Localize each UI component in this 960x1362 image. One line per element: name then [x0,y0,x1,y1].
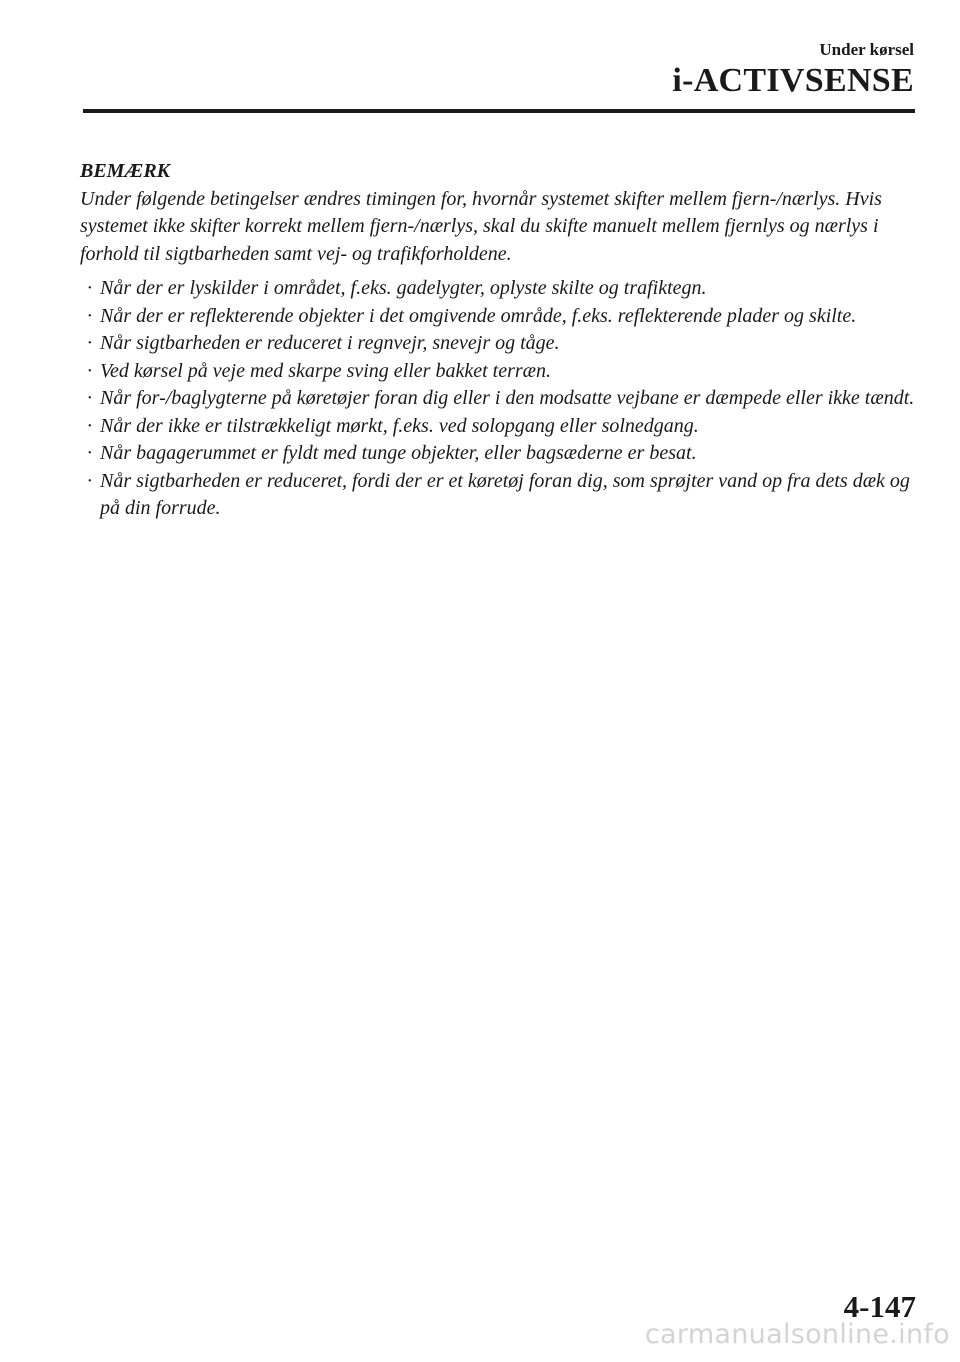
list-item [80,303,920,331]
list-item-text: Når sigtbarheden er reduceret i regnvejr, snevejr og tåge. [100,332,560,354]
list-item-text: Ved kørsel på veje med skarpe sving eller bakket terræn. [100,359,551,382]
bullet-icon: · [87,442,92,464]
bullet-icon: · [87,304,92,327]
bullet-icon: · [87,332,92,354]
page-number: 4-147 [843,1289,916,1324]
chapter-title: i-ACTIVSENSE [672,62,914,99]
note-block [80,158,920,523]
list-item [80,385,920,413]
list-item-text: Når sigtbarheden er reduceret, fordi der er et køretøj foran dig, som sprøjter vand op fra dets dæk og på din forrude. [100,469,910,519]
bullet-icon: · [87,414,92,437]
list-item [80,468,920,523]
list-item [80,275,920,303]
header-divider [83,109,915,113]
note-heading: BEMÆRK [80,160,171,182]
list-item-text: Når bagagerummet er fyldt med tunge objekter, eller bagsæderne er besat. [100,442,697,464]
list-item [80,413,920,441]
bullet-icon: · [87,277,92,299]
list-item-text: Når der er lyskilder i området, f.eks. gadelygter, oplyste skilte og trafiktegn. [100,277,707,299]
list-item-text: Når der er reflekterende objekter i det omgivende område, f.eks. reflekterende plader og skilte. [100,304,857,327]
bullet-icon: · [87,387,92,409]
list-item-text: Når for-/baglygterne på køretøjer foran dig eller i den modsatte vejbane er dæmpede eller ikke tændt. [100,387,915,409]
list-item [80,330,920,358]
list-item [80,358,920,386]
page-header [672,40,914,100]
bullet-icon: · [87,469,92,492]
list-item [80,440,920,468]
watermark-text: carmanualsonline.info [644,1319,950,1350]
bullet-icon: · [87,359,92,382]
list-item-text: Når der ikke er tilstrækkeligt mørkt, f.eks. ved solopgang eller solnedgang. [100,414,699,437]
condition-list [80,275,920,523]
note-paragraph: Under følgende betingelser ændres timingen for, hvornår systemet skifter mellem fjern-/nærlys. Hvis systemet ikke skifter korrekt mellem fjern-/nærlys, skal du skifte manuelt mellem fjernlys og nærlys i forhold til sigtbarheden samt vej- og trafikforholdene. [80,187,882,265]
section-title: Under kørsel [819,40,914,59]
